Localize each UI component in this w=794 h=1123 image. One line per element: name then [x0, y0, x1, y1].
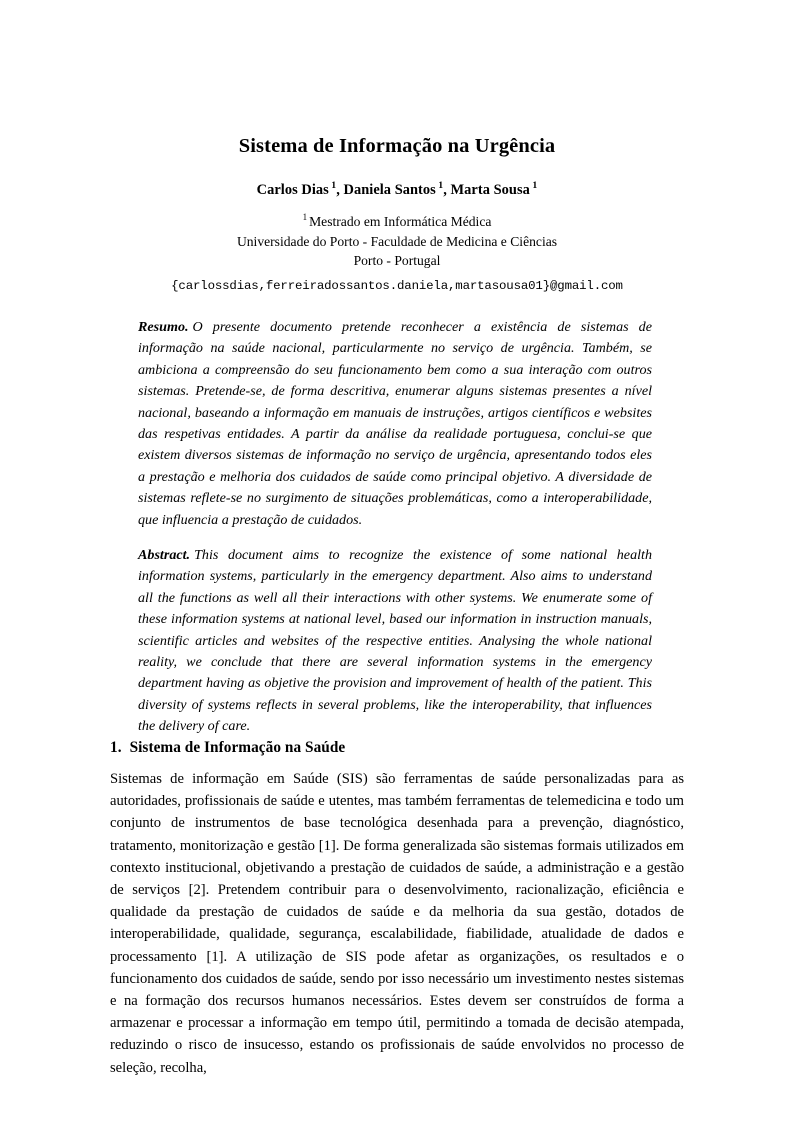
affiliation-marker: 1 [302, 212, 308, 223]
abstract-text: This document aims to recognize the existence of some national health information systems, particularly in the emergency department. Also aims to understand all the functions as well all their interactions with other systems. We enumerate some of these information systems at national level, based our information in instruction manuals, scientific articles and websites of the respective entities. Analysing the whole national reality, we conclude that there are several information systems in the emergency department having as objetive the provision and improvement of health of the patient. This diversity of systems reflects in several problems, like the interoperability, that influences the delivery of care. [138, 547, 652, 735]
author-affiliation-marker-1: 1 [331, 179, 337, 191]
section-title: Sistema de Informação na Saúde [129, 739, 346, 756]
author-separator-2: , [443, 181, 451, 198]
abstract-label: Abstract. [138, 547, 191, 563]
abstract-block [138, 545, 652, 738]
resumo-block [138, 317, 652, 531]
author-name-3: Marta Sousa [450, 181, 530, 198]
affiliation-institution: Universidade do Porto - Faculdade de Medicina e Ciências [236, 233, 558, 249]
section-number: 1. [110, 739, 122, 756]
affiliation-department: Mestrado em Informática Médica [309, 214, 492, 229]
title-block [0, 134, 794, 199]
author-separator-1: , [336, 181, 344, 198]
author-name-2: Daniela Santos [343, 181, 436, 198]
page-title: Sistema de Informação na Urgência [238, 135, 556, 157]
section-heading-1 [110, 739, 684, 757]
affiliation-line-1 [0, 212, 794, 232]
author-name-1: Carlos Dias [256, 181, 329, 198]
resumo-label: Resumo. [138, 319, 189, 335]
section-body-1: Sistemas de informação em Saúde (SIS) são ferramentas de saúde personalizadas para as autoridades, profissionais de saúde e utentes, mas também ferramentas de telemedicina e todo um conjunto de instrumentos de base tecnológica desenhada para a prevenção, diagnóstico, tratamento, monitorização e gestão [1]. De forma generalizada são sistemas formais utilizados em contexto institucional, objetivando a prestação de cuidados de saúde, a administração e a gestão de serviços [2]. Pretendem contribuir para o desenvolvimento, racionalização, eficiência e qualidade da prestação de cuidados de saúde e da melhoria da sua gestão, dotados de interoperabilidade, qualidade, segurança, escalabilidade, fiabilidade, atualidade de dados e processamento [1]. A utilização de SIS pode afetar as organizações, os resultados e o funcionamento dos cuidados de saúde, sendo por isso necessário um investimento nestes sistemas e na formação dos recursos humanos necessários. Estes devem ser construídos de forma a armazenar e processar a informação em tempo útil, permitindo a tomada de decisão atempada, reduzindo o risco de insucesso, estando os profissionais de saúde envolvidos no processo de seleção, recolha, [110, 771, 684, 1076]
author-affiliation-marker-2: 1 [438, 179, 444, 191]
affiliation-block [0, 212, 794, 271]
resumo-text: O presente documento pretende reconhecer a existência de sistemas de informação na saúde nacional, particularmente no serviço de urgência. Também, se ambiciona a compreensão do seu funcionamento bem como a sua interação com outros sistemas. Pretende-se, de forma descritiva, enumerar alguns sistemas presentes a nível nacional, baseando a informação em manuais de instruções, artigos científicos e websites das respetivas entidades. A partir da análise da realidade portuguesa, conclui-se que existem diversos sistemas de informação no serviço de urgência, apresentando todos eles a prestação e melhoria dos cuidados de saúde como principal objetivo. A diversidade de sistemas reflete-se no surgimento de situações problemáticas, como a interoperabilidade, que influencia a prestação de cuidados. [138, 319, 652, 528]
author-list [0, 160, 794, 199]
author-affiliation-marker-3: 1 [532, 179, 538, 191]
author-emails: {carlossdias,ferreiradossantos.daniela,martasousa01}@gmail.com [171, 279, 623, 293]
affiliation-location: Porto - Portugal [353, 253, 441, 269]
